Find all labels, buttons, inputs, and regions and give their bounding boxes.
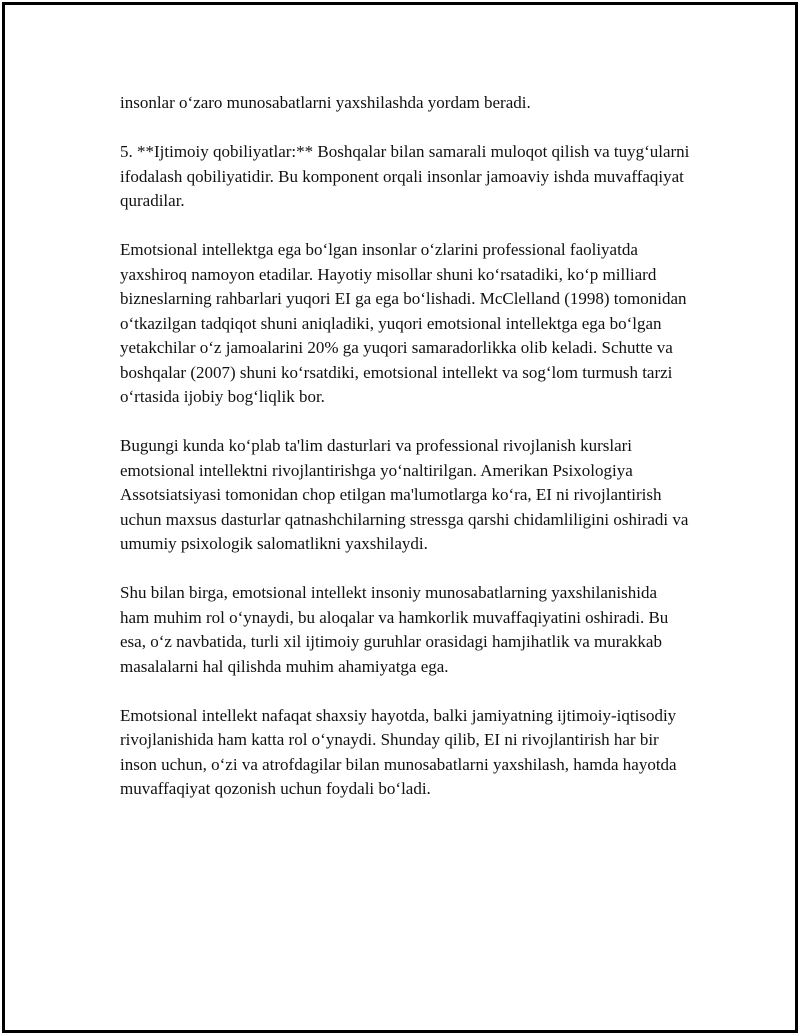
document-body [120, 91, 690, 826]
paragraph-education-programs: Bugungi kunda ko‘plab ta'lim dasturlari va professional rivojlanish kurslari emotsional intellektni rivojlantirishga yo‘naltirilgan. Amerikan Psixologiya Assotsiatsiyasi tomonidan chop etilgan ma'lumotlarga ko‘ra, EI ni rivojlantirish uchun maxsus dasturlar qatnashchilarning stressga qarshi chidamliligini oshiradi va umumiy psixologik salomatlikni yaxshilaydi. [120, 436, 689, 553]
paragraph-relationships-continuation: insonlar o‘zaro munosabatlarni yaxshilashda yordam beradi. [120, 93, 531, 112]
paragraph-human-relations: Shu bilan birga, emotsional intellekt insoniy munosabatlarning yaxshilanishida ham muhim rol o‘ynaydi, bu aloqalar va hamkorlik muvaffaqiyatini oshiradi. Bu esa, o‘z navbatida, turli xil ijtimoiy guruhlar orasidagi hamjihatlik va murakkab masalalarni hal qilishda muhim ahamiyatga ega. [120, 583, 669, 676]
document-page [2, 2, 798, 1033]
paragraph-social-skills: 5. **Ijtimoiy qobiliyatlar:** Boshqalar bilan samarali muloqot qilish va tuyg‘ularni ifodalash qobiliyatidir. Bu komponent orqali insonlar jamoaviy ishda muvaffaqiyat quradilar. [120, 142, 690, 210]
paragraph-conclusion: Emotsional intellekt nafaqat shaxsiy hayotda, balki jamiyatning ijtimoiy-iqtisodiy rivojlanishida ham katta rol o‘ynaydi. Shunday qilib, EI ni rivojlantirish har bir inson uchun, o‘zi va atrofdagilar bilan munosabatlarni yaxshilash, hamda hayotda muvaffaqiyat qozonish uchun foydali bo‘ladi. [120, 705, 677, 798]
paragraph-professional-performance: Emotsional intellektga ega bo‘lgan insonlar o‘zlarini professional faoliyatda yaxshiroq namoyon etadilar. Hayotiy misollar shuni ko‘rsatadiki, ko‘p milliard bizneslarning rahbarlari yuqori EI ga ega bo‘lishadi. McClelland (1998) tomonidan o‘tkazilgan tadqiqot shuni aniqladiki, yuqori emotsional intellektga ega bo‘lgan yetakchilar o‘z jamoalarini 20% ga yuqori samaradorlikka olib keladi. Schutte va boshqalar (2007) shuni ko‘rsatdiki, emotsional intellekt va sog‘lom turmush tarzi o‘rtasida ijobiy bog‘liqlik bor. [120, 240, 687, 406]
